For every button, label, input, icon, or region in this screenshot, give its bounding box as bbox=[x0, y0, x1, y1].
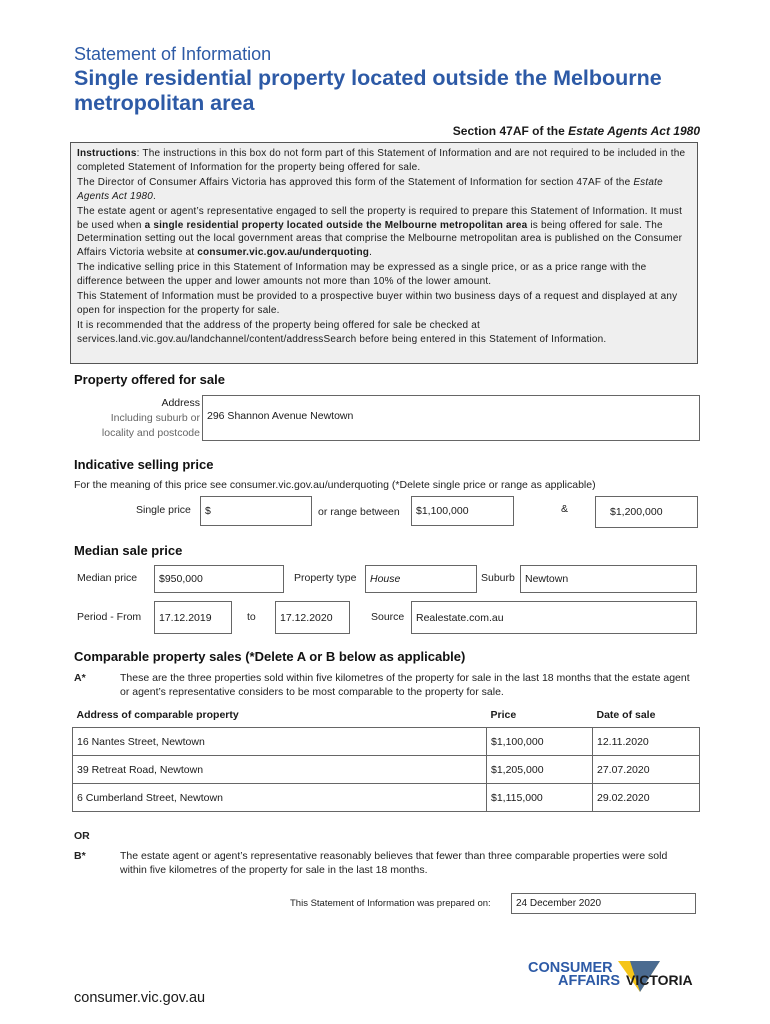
instructions-p4: The indicative selling price in this Statement of Information may be expressed as a single price, or as a price range with the difference between the upper and lower amounts not more than 10% of the lower amount. bbox=[77, 262, 647, 287]
address-hint-2: locality and postcode bbox=[101, 427, 200, 439]
instructions-p2-act: Estate Agents Act 1980 bbox=[77, 177, 663, 202]
row-price[interactable]: $1,205,000 bbox=[487, 756, 593, 784]
address-label-block bbox=[70, 396, 200, 441]
row-date[interactable]: 29.02.2020 bbox=[593, 784, 700, 812]
suburb-label: Suburb bbox=[481, 572, 515, 584]
range-high-field[interactable]: $1,200,000 bbox=[595, 496, 698, 528]
prepared-label: This Statement of Information was prepared on: bbox=[290, 898, 491, 909]
period-from-field[interactable]: 17.12.2019 bbox=[154, 601, 232, 634]
row-price[interactable]: $1,100,000 bbox=[487, 728, 593, 756]
source-label: Source bbox=[371, 611, 405, 623]
instructions-box bbox=[70, 142, 698, 364]
range-ampersand: & bbox=[561, 503, 569, 515]
prepared-date-field[interactable]: 24 December 2020 bbox=[511, 893, 696, 914]
instructions-label: Instructions bbox=[77, 148, 137, 159]
col-date: Date of sale bbox=[596, 709, 656, 721]
address-field[interactable]: 296 Shannon Avenue Newtown bbox=[202, 395, 700, 441]
underquoting-link[interactable]: consumer.vic.gov.au/underquoting bbox=[197, 246, 370, 258]
option-a-marker: A* bbox=[74, 672, 86, 684]
footer-url[interactable]: consumer.vic.gov.au bbox=[74, 990, 206, 1006]
instructions-p3 bbox=[77, 205, 691, 259]
single-price-label: Single price bbox=[136, 504, 191, 516]
period-from-label: Period - From bbox=[77, 611, 142, 623]
instructions-p3-a: The estate agent or agent’s representative engaged to sell the property is required to prepare this Statement of Information. It must be used when bbox=[77, 206, 683, 231]
option-b-marker: B* bbox=[74, 850, 86, 862]
range-low-field[interactable]: $1,100,000 bbox=[411, 496, 514, 526]
range-label: or range between bbox=[318, 506, 400, 518]
period-to-field[interactable]: 17.12.2020 bbox=[275, 601, 350, 634]
instructions-p1-text: : The instructions in this box do not form part of this Statement of Information and are not required to be included in the completed Statement of Information for the property being offered for sale. bbox=[77, 148, 686, 173]
median-price-field[interactable]: $950,000 bbox=[154, 565, 284, 593]
instructions-p5: This Statement of Information must be provided to a prospective buyer within two business days of a request and displayed at any open for inspection for the property for sale. bbox=[77, 291, 678, 316]
table-row bbox=[73, 756, 700, 784]
section-ref-prefix: Section 47AF of the bbox=[452, 124, 569, 138]
section-reference bbox=[453, 124, 700, 138]
table-row bbox=[73, 728, 700, 756]
instructions-p6: It is recommended that the address of the property being offered for sale be checked at services.land.vic.gov.au/landchannel/content/addressSearch before being entered in this Statement of Information. bbox=[77, 320, 607, 345]
suburb-field[interactable]: Newtown bbox=[520, 565, 697, 593]
row-address[interactable]: 16 Nantes Street, Newtown bbox=[73, 728, 487, 756]
median-heading: Median sale price bbox=[74, 543, 183, 558]
col-price: Price bbox=[490, 709, 517, 721]
consumer-affairs-victoria-logo bbox=[528, 958, 706, 1004]
or-label: OR bbox=[74, 830, 90, 842]
address-hint-1: Including suburb or bbox=[110, 412, 200, 424]
indicative-note: For the meaning of this price see consumer.vic.gov.au/underquoting (*Delete single price or range as applicable) bbox=[74, 479, 596, 491]
comparable-table-header bbox=[73, 707, 700, 728]
option-a-text: These are the three properties sold within five kilometres of the property for sale in the last 18 months that the estate agent or agent’s representative considers to be most comparable to the property for sale. bbox=[120, 672, 690, 698]
logo-line-3: VICTORIA bbox=[626, 972, 693, 988]
property-type-field[interactable]: House bbox=[365, 565, 477, 593]
instructions-p1 bbox=[77, 147, 691, 174]
instructions-p3-end: . bbox=[369, 246, 373, 258]
property-type-label: Property type bbox=[294, 572, 357, 584]
logo-line-1: CONSUMER bbox=[528, 960, 613, 976]
instructions-p2-end: . bbox=[153, 190, 156, 202]
col-address: Address of comparable property bbox=[76, 709, 239, 721]
address-label: Address bbox=[161, 397, 200, 409]
property-heading: Property offered for sale bbox=[74, 372, 225, 387]
form-kicker: Statement of Information bbox=[74, 44, 272, 64]
indicative-heading: Indicative selling price bbox=[74, 457, 214, 472]
comparable-table bbox=[72, 707, 700, 812]
logo-line-2: AFFAIRS bbox=[558, 973, 621, 989]
instructions-p2-text: The Director of Consumer Affairs Victoria has approved this form of the Statement of Information for section 47AF of the bbox=[77, 177, 634, 188]
instructions-p3-b: is being offered for sale. The Determination setting out the local government areas that comprise the Melbourne metropolitan area is published on the Consumer Affairs Victoria website at bbox=[77, 219, 683, 258]
section-ref-act: Estate Agents Act 1980 bbox=[568, 124, 700, 138]
single-price-field[interactable]: $ bbox=[200, 496, 312, 526]
comparable-heading: Comparable property sales (*Delete A or B below as applicable) bbox=[74, 649, 466, 664]
period-to-label: to bbox=[247, 611, 256, 623]
median-price-label: Median price bbox=[77, 572, 138, 584]
row-price[interactable]: $1,115,000 bbox=[487, 784, 593, 812]
table-row bbox=[73, 784, 700, 812]
row-date[interactable]: 12.11.2020 bbox=[593, 728, 700, 756]
instructions-p2 bbox=[77, 176, 691, 203]
option-b-text: The estate agent or agent’s representative reasonably believes that fewer than three comparable properties were sold within five kilometres of the property for sale in the last 18 months. bbox=[120, 850, 668, 876]
row-address[interactable]: 6 Cumberland Street, Newtown bbox=[73, 784, 487, 812]
form-title: Single residential property located outside the Melbourne metropolitan area bbox=[74, 66, 662, 115]
row-date[interactable]: 27.07.2020 bbox=[593, 756, 700, 784]
row-address[interactable]: 39 Retreat Road, Newtown bbox=[73, 756, 487, 784]
source-field[interactable]: Realestate.com.au bbox=[411, 601, 697, 634]
instructions-p3-bold: a single residential property located outside the Melbourne metropolitan area bbox=[144, 219, 528, 231]
